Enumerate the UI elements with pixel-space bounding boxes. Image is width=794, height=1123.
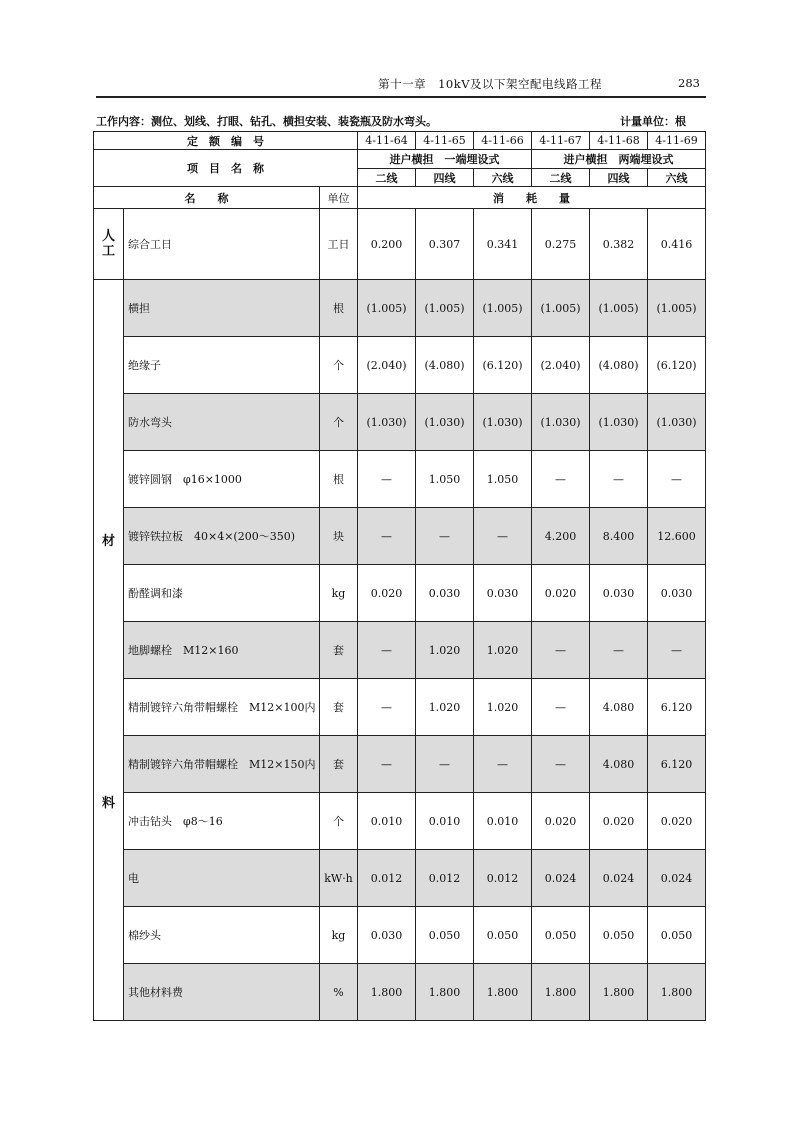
category-material-top: 材 bbox=[101, 534, 115, 549]
row-value: 0.382 bbox=[590, 209, 648, 280]
row-name: 其他材料费 bbox=[124, 964, 320, 1021]
row-value: (2.040) bbox=[532, 337, 590, 394]
row-unit: kg bbox=[320, 907, 358, 964]
row-value: (6.120) bbox=[474, 337, 532, 394]
row-value: 1.020 bbox=[416, 679, 474, 736]
row-value: 0.024 bbox=[532, 850, 590, 907]
row-unit: 套 bbox=[320, 622, 358, 679]
row-value: (1.005) bbox=[416, 280, 474, 337]
row-value: 4.200 bbox=[532, 508, 590, 565]
table-row bbox=[94, 337, 706, 394]
row-name: 精制镀锌六角带帽螺栓 M12×100内 bbox=[124, 679, 320, 736]
item-name-label: 项 目 名 称 bbox=[94, 150, 358, 187]
table-row bbox=[94, 280, 706, 337]
sub-item: 四线 bbox=[416, 169, 474, 187]
row-value: 1.800 bbox=[358, 964, 416, 1021]
sub-item: 二线 bbox=[532, 169, 590, 187]
quota-code: 4-11-66 bbox=[474, 132, 532, 150]
row-value: 6.120 bbox=[648, 679, 706, 736]
row-name: 棉纱头 bbox=[124, 907, 320, 964]
row-unit: 块 bbox=[320, 508, 358, 565]
group-label: 进户横担 一端埋设式 bbox=[358, 150, 532, 169]
row-name: 精制镀锌六角带帽螺栓 M12×150内 bbox=[124, 736, 320, 793]
group-label: 进户横担 两端埋设式 bbox=[532, 150, 706, 169]
row-unit: 个 bbox=[320, 793, 358, 850]
row-value: (2.040) bbox=[358, 337, 416, 394]
category-material bbox=[94, 280, 124, 1021]
row-value: — bbox=[416, 508, 474, 565]
row-value: — bbox=[532, 679, 590, 736]
row-name: 防水弯头 bbox=[124, 394, 320, 451]
row-value: 0.030 bbox=[358, 907, 416, 964]
row-value: (1.030) bbox=[532, 394, 590, 451]
row-value: — bbox=[358, 736, 416, 793]
row-value: (1.030) bbox=[474, 394, 532, 451]
row-value: 0.275 bbox=[532, 209, 590, 280]
row-value: 0.050 bbox=[590, 907, 648, 964]
row-value: 4.080 bbox=[590, 736, 648, 793]
page-header bbox=[96, 72, 706, 98]
row-unit: 套 bbox=[320, 679, 358, 736]
table-row bbox=[94, 736, 706, 793]
row-value: 0.024 bbox=[590, 850, 648, 907]
row-value: 0.020 bbox=[648, 793, 706, 850]
row-value: 12.600 bbox=[648, 508, 706, 565]
row-unit: kg bbox=[320, 565, 358, 622]
row-value: (6.120) bbox=[648, 337, 706, 394]
page-number: 283 bbox=[678, 76, 700, 90]
row-value: 8.400 bbox=[590, 508, 648, 565]
row-name: 绝缘子 bbox=[124, 337, 320, 394]
row-name: 镀锌圆钢 φ16×1000 bbox=[124, 451, 320, 508]
row-unit: 根 bbox=[320, 451, 358, 508]
row-value: — bbox=[648, 622, 706, 679]
table-row bbox=[94, 508, 706, 565]
row-value: (1.030) bbox=[416, 394, 474, 451]
row-name: 酚醛调和漆 bbox=[124, 565, 320, 622]
table-row bbox=[94, 565, 706, 622]
row-value: 0.050 bbox=[474, 907, 532, 964]
table-row bbox=[94, 907, 706, 964]
row-unit: 工日 bbox=[320, 209, 358, 280]
row-unit: % bbox=[320, 964, 358, 1021]
row-value: 0.050 bbox=[532, 907, 590, 964]
quota-code: 4-11-64 bbox=[358, 132, 416, 150]
row-value: (4.080) bbox=[590, 337, 648, 394]
work-content-line bbox=[96, 113, 704, 129]
row-value: (1.005) bbox=[474, 280, 532, 337]
row-value: (1.030) bbox=[590, 394, 648, 451]
row-value: 1.800 bbox=[590, 964, 648, 1021]
row-value: — bbox=[474, 736, 532, 793]
row-value: 0.010 bbox=[358, 793, 416, 850]
row-value: 1.800 bbox=[532, 964, 590, 1021]
row-value: 1.800 bbox=[474, 964, 532, 1021]
row-value: 0.010 bbox=[474, 793, 532, 850]
category-labor-label: 人工 bbox=[101, 229, 115, 259]
row-value: 0.050 bbox=[416, 907, 474, 964]
quota-code: 4-11-67 bbox=[532, 132, 590, 150]
row-value: 0.030 bbox=[590, 565, 648, 622]
category-labor bbox=[94, 209, 124, 280]
sub-item: 六线 bbox=[474, 169, 532, 187]
row-value: 0.341 bbox=[474, 209, 532, 280]
sub-item: 四线 bbox=[590, 169, 648, 187]
table-row bbox=[94, 394, 706, 451]
row-value: — bbox=[358, 508, 416, 565]
row-value: (1.005) bbox=[590, 280, 648, 337]
row-value: 0.030 bbox=[416, 565, 474, 622]
row-value: — bbox=[532, 622, 590, 679]
row-value: — bbox=[648, 451, 706, 508]
row-value: 1.020 bbox=[416, 622, 474, 679]
row-value: 0.020 bbox=[590, 793, 648, 850]
table-row bbox=[94, 793, 706, 850]
chapter-title: 第十一章 10kV及以下架空配电线路工程 bbox=[378, 77, 602, 91]
row-value: 0.020 bbox=[358, 565, 416, 622]
column-header-unit: 单位 bbox=[320, 187, 358, 209]
row-value: — bbox=[358, 679, 416, 736]
row-value: — bbox=[358, 622, 416, 679]
row-value: 1.800 bbox=[648, 964, 706, 1021]
row-name: 横担 bbox=[124, 280, 320, 337]
table-row bbox=[94, 451, 706, 508]
row-value: 0.030 bbox=[474, 565, 532, 622]
quota-table bbox=[93, 131, 706, 1021]
row-value: 1.020 bbox=[474, 622, 532, 679]
row-value: — bbox=[590, 451, 648, 508]
column-header-consumption: 消 耗 量 bbox=[358, 187, 706, 209]
quota-code: 4-11-69 bbox=[648, 132, 706, 150]
row-unit: 根 bbox=[320, 280, 358, 337]
group-row bbox=[94, 150, 706, 169]
row-value: — bbox=[416, 736, 474, 793]
row-value: 0.012 bbox=[474, 850, 532, 907]
row-value: 0.020 bbox=[532, 565, 590, 622]
row-unit: 套 bbox=[320, 736, 358, 793]
row-name: 综合工日 bbox=[124, 209, 320, 280]
column-header-name: 名 称 bbox=[94, 187, 320, 209]
row-value: (4.080) bbox=[416, 337, 474, 394]
row-value: — bbox=[590, 622, 648, 679]
quota-code: 4-11-68 bbox=[590, 132, 648, 150]
row-value: (1.005) bbox=[648, 280, 706, 337]
row-value: 0.416 bbox=[648, 209, 706, 280]
row-value: (1.030) bbox=[648, 394, 706, 451]
row-value: — bbox=[474, 508, 532, 565]
row-value: 0.012 bbox=[416, 850, 474, 907]
row-value: 1.050 bbox=[416, 451, 474, 508]
row-name: 镀锌铁拉板 40×4×(200～350) bbox=[124, 508, 320, 565]
row-value: 0.200 bbox=[358, 209, 416, 280]
table-row bbox=[94, 850, 706, 907]
row-value: — bbox=[532, 736, 590, 793]
row-value: 1.020 bbox=[474, 679, 532, 736]
column-header-row bbox=[94, 187, 706, 209]
row-unit: 个 bbox=[320, 394, 358, 451]
quota-code: 4-11-65 bbox=[416, 132, 474, 150]
row-value: — bbox=[532, 451, 590, 508]
row-value: 0.050 bbox=[648, 907, 706, 964]
sub-item: 二线 bbox=[358, 169, 416, 187]
row-value: — bbox=[358, 451, 416, 508]
work-content: 工作内容：测位、划线、打眼、钻孔、横担安装、装瓷瓶及防水弯头。 bbox=[96, 115, 437, 128]
measure-unit: 计量单位：根 bbox=[620, 115, 686, 128]
sub-item: 六线 bbox=[648, 169, 706, 187]
row-value: 1.050 bbox=[474, 451, 532, 508]
row-value: 0.024 bbox=[648, 850, 706, 907]
row-value: 4.080 bbox=[590, 679, 648, 736]
row-value: (1.005) bbox=[532, 280, 590, 337]
row-name: 冲击钻头 φ8～16 bbox=[124, 793, 320, 850]
row-value: (1.030) bbox=[358, 394, 416, 451]
row-value: 0.020 bbox=[532, 793, 590, 850]
table-row bbox=[94, 622, 706, 679]
row-value: 0.012 bbox=[358, 850, 416, 907]
category-material-bottom: 料 bbox=[101, 796, 115, 811]
row-value: 1.800 bbox=[416, 964, 474, 1021]
row-unit: 个 bbox=[320, 337, 358, 394]
row-value: 0.307 bbox=[416, 209, 474, 280]
quota-code-row bbox=[94, 132, 706, 150]
row-value: 0.030 bbox=[648, 565, 706, 622]
table-row bbox=[94, 964, 706, 1021]
row-value: 6.120 bbox=[648, 736, 706, 793]
row-name: 电 bbox=[124, 850, 320, 907]
table-row bbox=[94, 679, 706, 736]
table-row bbox=[94, 209, 706, 280]
row-unit: kW·h bbox=[320, 850, 358, 907]
quota-label: 定 额 编 号 bbox=[94, 132, 358, 150]
row-name: 地脚螺栓 M12×160 bbox=[124, 622, 320, 679]
row-value: (1.005) bbox=[358, 280, 416, 337]
row-value: 0.010 bbox=[416, 793, 474, 850]
